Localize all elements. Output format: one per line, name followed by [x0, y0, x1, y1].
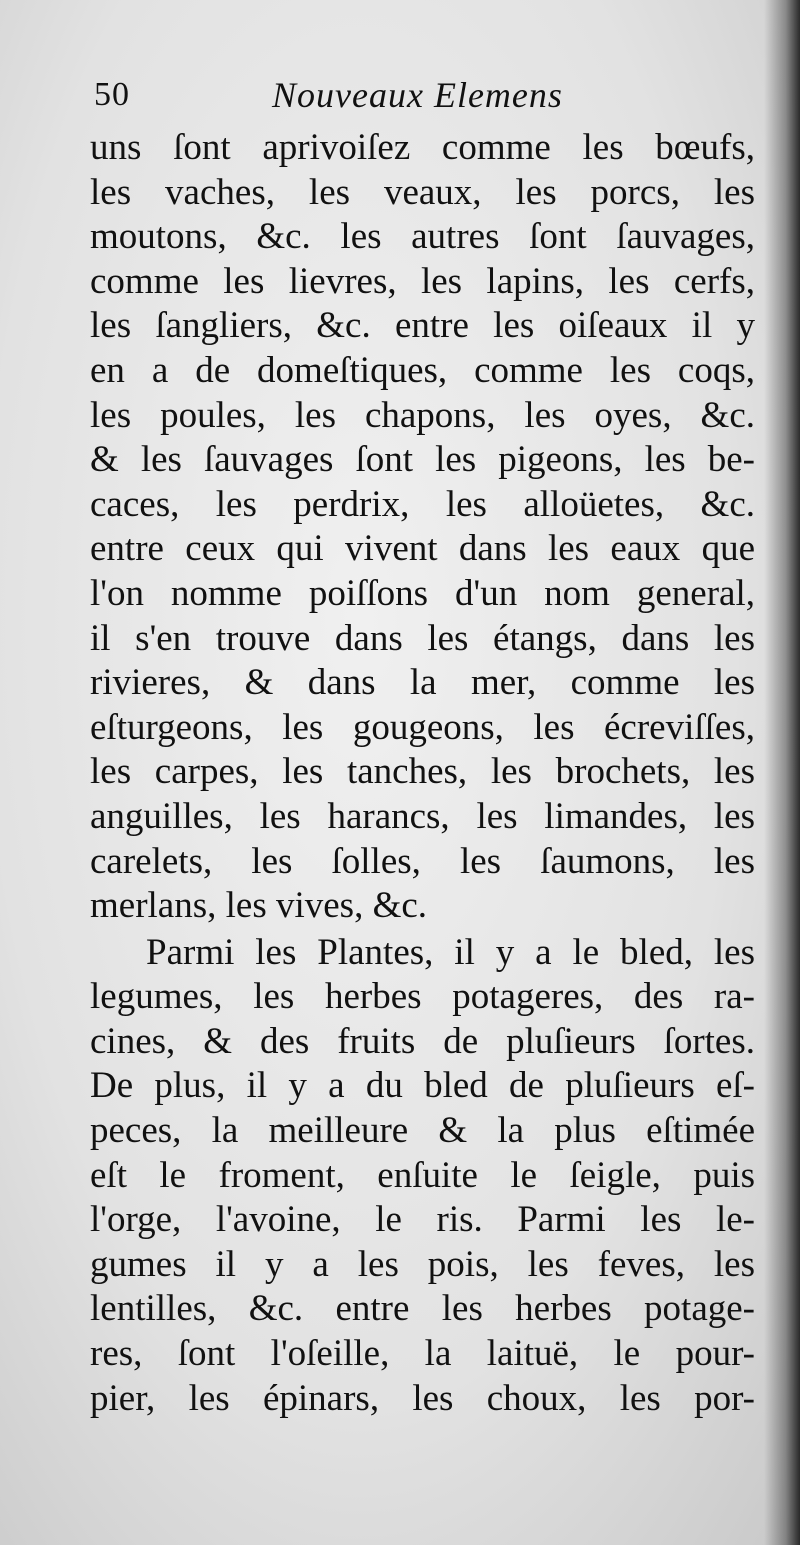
text-line: les vaches, les veaux, les porcs, les — [90, 171, 755, 213]
text-line: peces, la meilleure & la plus eſtimée — [90, 1110, 755, 1152]
text-line: uns ſont aprivoiſez comme les bœufs, — [90, 127, 755, 168]
text-line: caces, les perdrix, les alloüetes, &c. — [90, 483, 755, 525]
text-line: comme les lievres, les lapins, les cerfs, — [90, 260, 755, 302]
text-line: anguilles, les harancs, les limandes, les — [90, 795, 755, 837]
text-line: les carpes, les tanches, les brochets, les — [90, 751, 755, 793]
text-line-paragraph-start: Parmi les Plantes, il y a le bled, les — [146, 931, 755, 973]
text-line: eſt le froment, enſuite le ſeigle, puis — [90, 1154, 755, 1196]
text-line: les poules, les chapons, les oyes, &c. — [90, 394, 755, 436]
text-line: & les ſauvages ſont les pigeons, les be- — [90, 439, 755, 481]
body-text — [90, 126, 755, 1421]
text-line: entre ceux qui vivent dans les eaux que — [90, 528, 755, 570]
text-line: les ſangliers, &c. entre les oiſeaux il y — [90, 305, 755, 347]
text-line: legumes, les herbes potageres, des ra- — [90, 976, 755, 1018]
text-line: il s'en trouve dans les étangs, dans les — [90, 617, 755, 659]
text-line: l'orge, l'avoine, le ris. Parmi les le- — [90, 1199, 755, 1241]
running-title: Nouveaux Elemens — [272, 75, 563, 115]
text-line: pier, les épinars, les choux, les por- — [90, 1377, 755, 1419]
running-head — [90, 70, 750, 120]
text-line: lentilles, &c. entre les herbes potage- — [90, 1288, 755, 1330]
text-line: carelets, les ſolles, les ſaumons, les — [90, 840, 755, 882]
text-line: De plus, il y a du bled de pluſieurs eſ- — [90, 1065, 755, 1107]
text-line-paragraph-end: merlans, les vives, &c. — [90, 885, 428, 927]
page-edge-shadow — [764, 0, 800, 1545]
text-line: rivieres, & dans la mer, comme les — [90, 662, 755, 704]
text-line: eſturgeons, les gougeons, les écreviſſes, — [90, 706, 755, 748]
text-line: cines, & des fruits de pluſieurs ſortes. — [90, 1020, 755, 1062]
text-line: l'on nomme poiſſons d'un nom general, — [90, 572, 755, 614]
text-line: res, ſont l'oſeille, la laituë, le pour- — [90, 1333, 755, 1375]
text-line: en a de domeſtiques, comme les coqs, — [90, 349, 755, 391]
text-line: gumes il y a les pois, les feves, les — [90, 1243, 755, 1285]
page-number: 50 — [94, 76, 130, 113]
text-line: moutons, &c. les autres ſont ſauvages, — [90, 216, 755, 258]
